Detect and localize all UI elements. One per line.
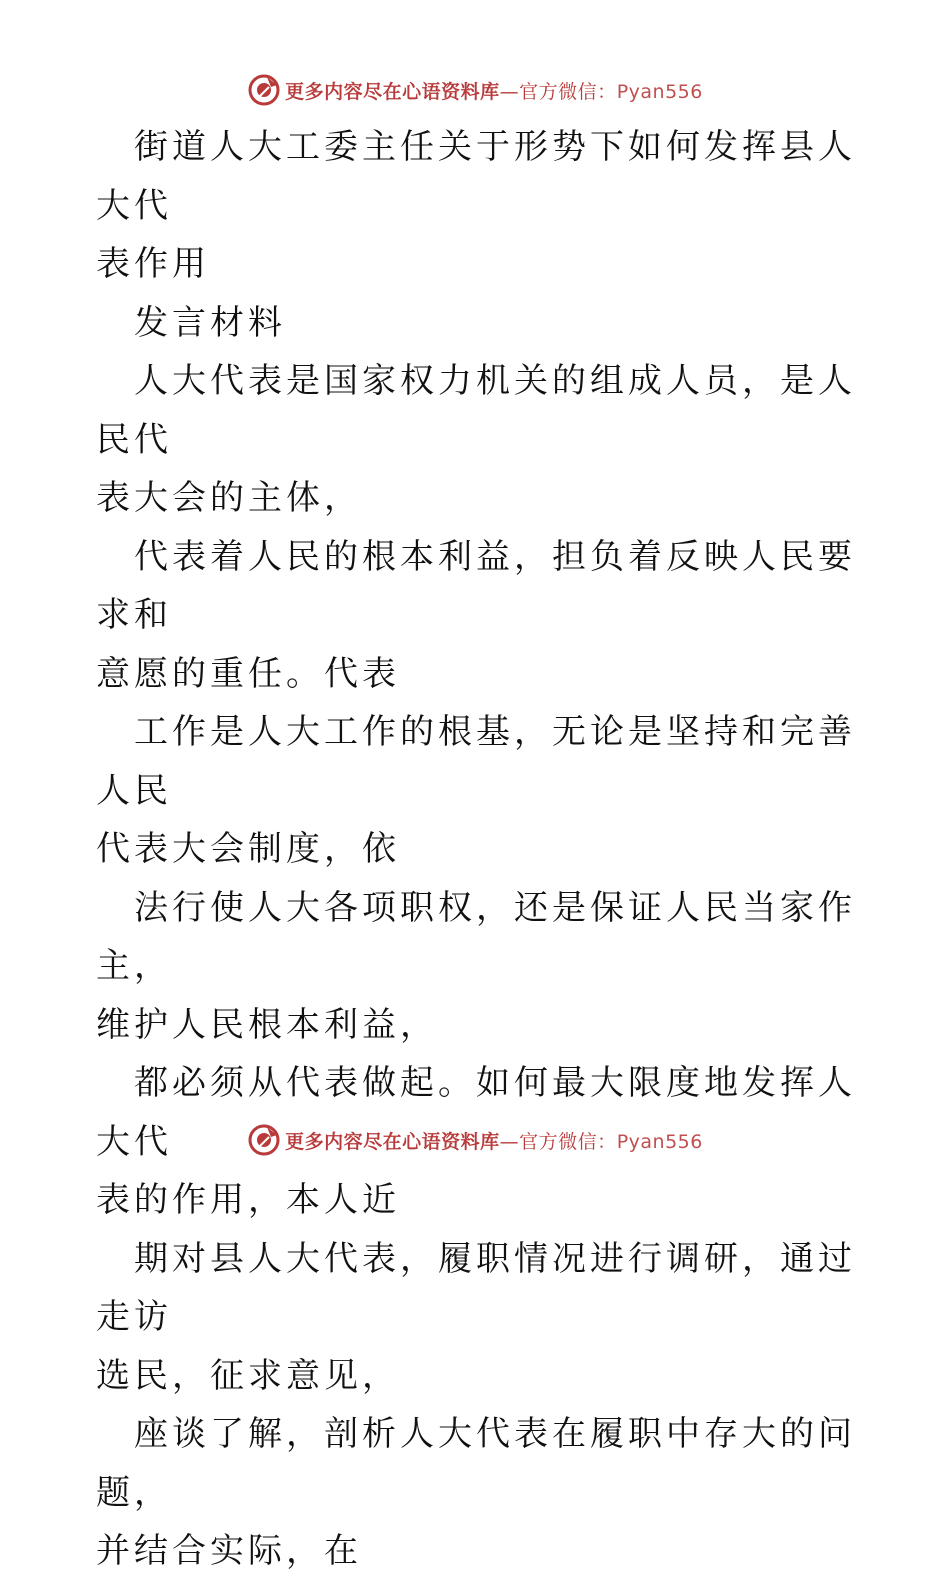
document-line: 并结合实际，在 [96,1531,362,1571]
document-line: 代表着人民的根本利益，担负着反映人民要求和 [96,536,856,635]
document-line: 表大会的主体， [96,478,362,518]
banner-wechat-label: 官方微信： [519,80,617,103]
document-line: 座谈了解，剖析人大代表在履职中存大的问题， [96,1414,856,1513]
document-line: 表作用 [96,244,210,284]
document-line: 都必须从代表做起。如何最大限度地发挥人大代 [96,1063,856,1162]
document-line: 期对县人大代表，履职情况进行调研，通过走访 [96,1238,856,1337]
document-line: 法行使人大各项职权，还是保证人民当家作主， [96,887,856,986]
document-body [96,118,856,1581]
document-line: 意愿的重任。代表 [96,653,400,694]
banner-text [285,77,703,104]
banner-wechat-label: 官方微信： [519,1130,617,1153]
document-line: 发言材料 [134,302,286,343]
banner-wechat-id: Pyan556 [616,80,703,103]
header-banner [0,70,950,110]
document-line: 工作是人大工作的根基，无论是坚持和完善人民 [96,712,856,811]
brand-logo-icon [247,1123,281,1157]
footer-banner [0,1120,950,1160]
banner-dash: — [499,1130,520,1153]
banner-site-text: 更多内容尽在心语资料库 [285,80,500,103]
banner-dash: — [499,80,520,103]
banner-text [285,1127,703,1154]
document-line: 选民，征求意见， [96,1355,400,1396]
document-line: 街道人大工委主任关于形势下如何发挥县人大代 [96,127,856,226]
banner-site-text: 更多内容尽在心语资料库 [285,1130,500,1153]
document-line: 人大代表是国家权力机关的组成人员，是人民代 [96,361,856,460]
brand-logo-icon [247,73,281,107]
document-line: 表的作用，本人近 [96,1180,400,1220]
document-line: 代表大会制度，依 [96,829,400,869]
document-line: 维护人民根本利益， [96,1004,438,1045]
banner-wechat-id: Pyan556 [616,1130,703,1153]
